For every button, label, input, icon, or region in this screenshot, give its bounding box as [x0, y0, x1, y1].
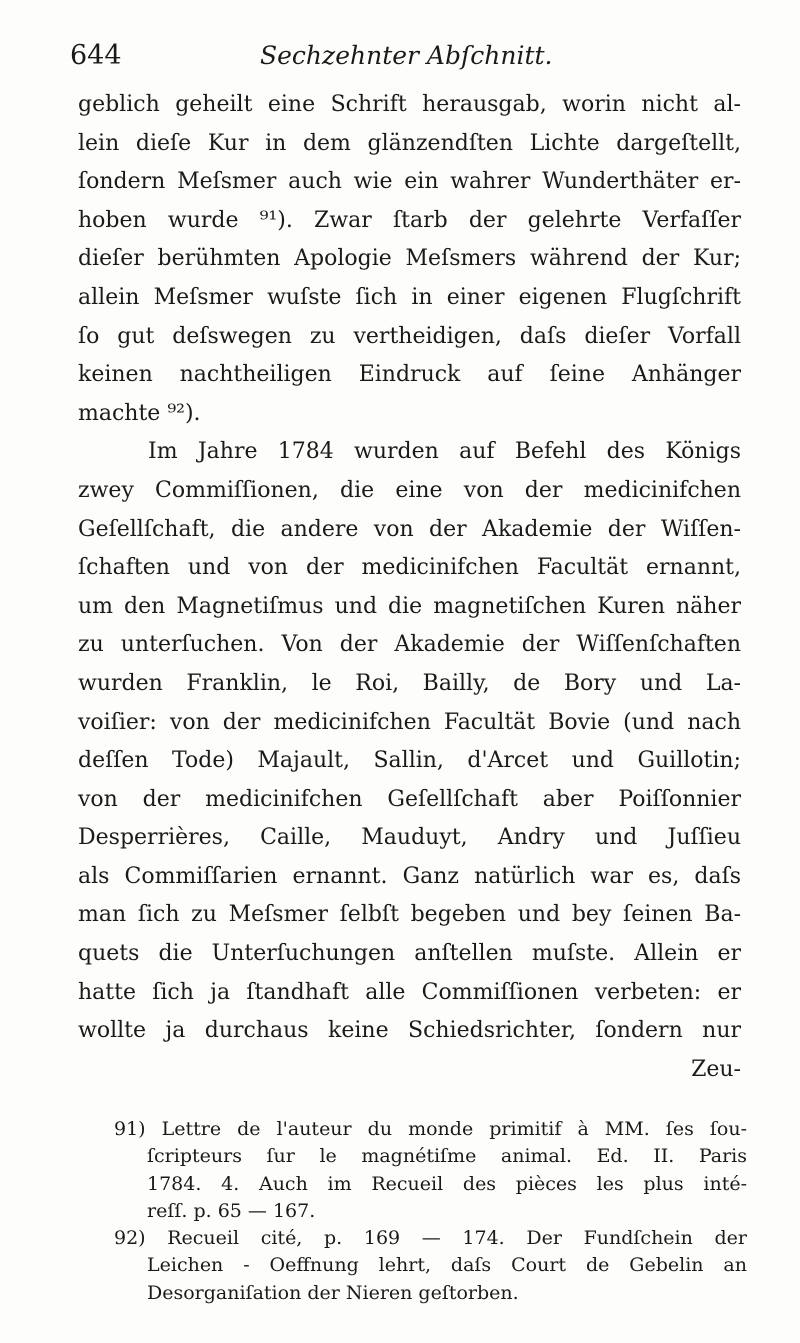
footnote-91-line: reſſ. p. 65 — 167.	[147, 1199, 316, 1222]
text-line: ſondern Meſsmer auch wie ein wahrer Wunderthäter er-	[78, 169, 741, 195]
catchword: Zeu-	[691, 1056, 741, 1082]
text-line: von der medicinifchen Geſellſchaft aber Poiſſonnier	[78, 786, 741, 812]
text-line: um den Magnetiſmus und die magnetiſchen Kuren näher	[78, 593, 741, 619]
text-line: keinen nachtheiligen Eindruck auf ſeine Anhänger	[78, 362, 741, 388]
footnote-92-line: 92) Recueil cité, p. 169 — 174. Der Fundſchein der	[114, 1227, 747, 1250]
text-line: lein dieſe Kur in dem glänzendſten Lichte dargeſtellt,	[78, 130, 741, 156]
footnotes	[114, 1116, 747, 1307]
text-line: allein Meſsmer wuſste ſich in einer eigenen Flugſchrift	[78, 284, 741, 310]
text-line: geblich geheilt eine Schrift herausgab, worin nicht al-	[78, 92, 741, 117]
text-line: machte ⁹²).	[78, 400, 201, 426]
text-line: Geſellſchaft, die andere von der Akademie der Wiſſen-	[78, 516, 741, 542]
footnote-92-line: Desorganiſation der Nieren geſtorben.	[147, 1281, 519, 1304]
page-header	[70, 36, 750, 76]
body-text	[78, 86, 741, 1089]
footnote-91-line: ſcripteurs ſur le magnétiſme animal. Ed. II. Paris	[147, 1145, 747, 1168]
text-line: ſchaften und von der medicinifchen Facultät ernannt,	[78, 555, 741, 581]
text-line: wurden Franklin, le Roi, Bailly, de Bory und La-	[78, 670, 741, 696]
text-line: zwey Commiſſionen, die eine von der medicinifchen	[78, 477, 741, 503]
text-line: Desperrières, Caille, Mauduyt, Andry und Juſſieu	[78, 825, 741, 851]
text-line: wollte ja durchaus keine Schiedsrichter, ſondern nur	[78, 1018, 741, 1044]
page-number: 644	[70, 40, 122, 71]
text-line: man ſich zu Meſsmer ſelbſt begeben und bey ſeinen Ba-	[78, 902, 741, 928]
text-line: dieſer berühmten Apologie Meſsmers während der Kur;	[78, 246, 741, 272]
text-line: hoben wurde ⁹¹). Zwar ſtarb der gelehrte Verfaſſer	[78, 207, 741, 233]
text-line: zu unterſuchen. Von der Akademie der Wiſſenſchaften	[78, 632, 741, 658]
paragraph-start-line: Im Jahre 1784 wurden auf Befehl des Königs	[148, 439, 741, 465]
text-line: quets die Unterſuchungen anſtellen muſste. Allein er	[78, 941, 741, 967]
text-line: als Commiſſarien ernannt. Ganz natürlich war es, daſs	[78, 863, 741, 889]
running-head: Sechzehnter Abſchnitt.	[260, 41, 553, 70]
text-line: voiſier: von der medicinifchen Facultät Bovie (und nach	[78, 709, 741, 735]
footnote-91-line: 91) Lettre de l'auteur du monde primitif à MM. ſes ſou-	[114, 1118, 747, 1140]
footnote-91-line: 1784. 4. Auch im Recueil des pièces les plus inté-	[147, 1172, 747, 1195]
text-line: deſſen Tode) Majault, Sallin, d'Arcet und Guillotin;	[78, 748, 741, 774]
footnote-92-line: Leichen - Oeffnung lehrt, daſs Court de Gebelin an	[147, 1254, 747, 1277]
text-line: hatte ſich ja ſtandhaft alle Commiſſionen verbeten: er	[78, 979, 741, 1005]
text-line: ſo gut deſswegen zu vertheidigen, daſs dieſer Vorfall	[78, 323, 741, 349]
